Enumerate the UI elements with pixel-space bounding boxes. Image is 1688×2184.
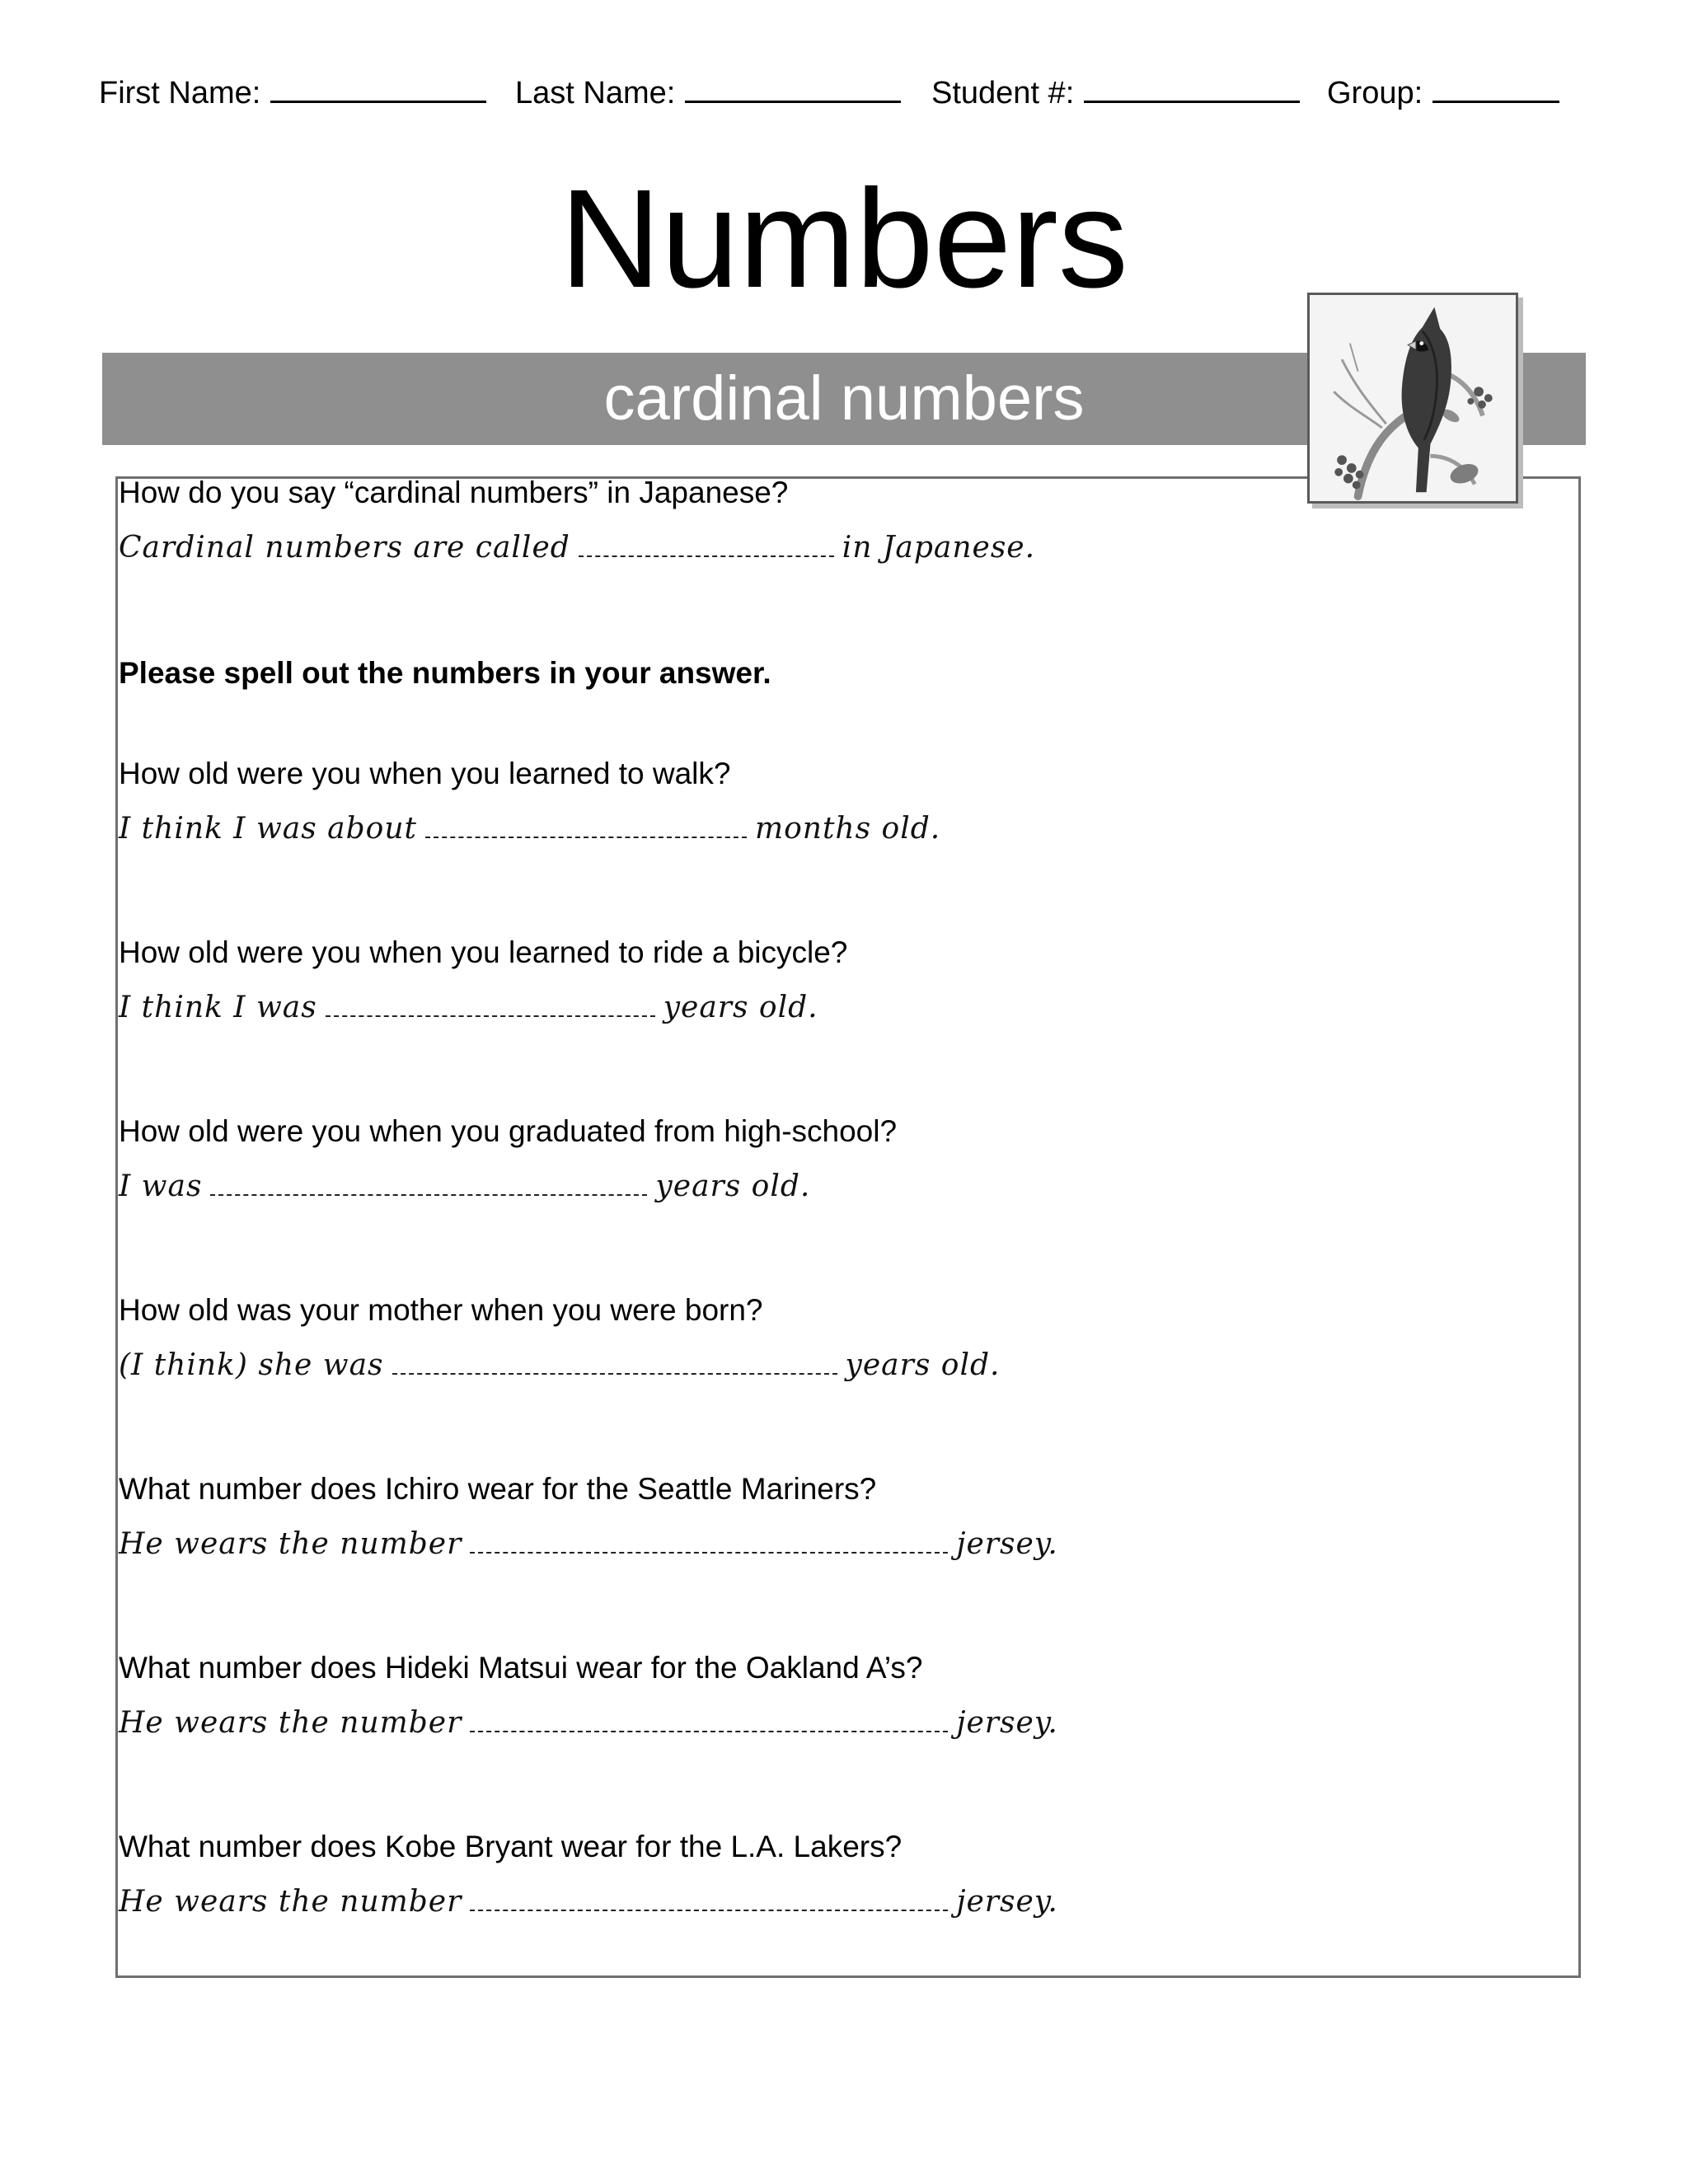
cardinal-bird-icon <box>1310 295 1516 501</box>
answer-prefix: He wears the number <box>119 1885 462 1919</box>
answer-blank[interactable] <box>470 1885 948 1911</box>
answer-prefix: (I think) she was <box>119 1348 384 1382</box>
cardinal-bird-illustration <box>1307 293 1518 504</box>
answer-ride-bicycle <box>119 991 818 1024</box>
answer-matsui-number <box>119 1706 1058 1740</box>
answer-prefix: Cardinal numbers are called <box>119 531 570 565</box>
answer-blank[interactable] <box>326 991 655 1017</box>
answer-mother-age <box>119 1348 1000 1382</box>
question-kobe-number: What number does Kobe Bryant wear for the L.A. Lakers? <box>119 1830 903 1863</box>
answer-blank[interactable] <box>579 531 834 557</box>
question-cardinal-japanese: How do you say “cardinal numbers” in Japanese? <box>119 476 789 509</box>
answer-cardinal-japanese <box>119 531 1035 565</box>
answer-blank[interactable] <box>470 1706 948 1732</box>
question-ichiro-number: What number does Ichiro wear for the Seattle Mariners? <box>119 1472 877 1506</box>
answer-blank[interactable] <box>392 1348 837 1375</box>
question-graduated-high-school: How old were you when you graduated from high-school? <box>119 1114 898 1148</box>
first-name-field[interactable] <box>99 71 486 111</box>
answer-suffix: years old. <box>663 991 818 1024</box>
worksheet-box <box>115 476 1581 1978</box>
answer-suffix: in Japanese. <box>842 531 1036 565</box>
answer-suffix: months old. <box>754 812 941 846</box>
student-number-label: Student #: <box>931 76 1075 110</box>
answer-suffix: jersey. <box>956 1527 1058 1561</box>
question-ride-bicycle: How old were you when you learned to ride a bicycle? <box>119 935 848 969</box>
student-number-blank[interactable] <box>1084 71 1300 103</box>
answer-ichiro-number <box>119 1527 1058 1561</box>
answer-blank[interactable] <box>425 812 747 838</box>
answer-suffix: years old. <box>655 1169 811 1203</box>
question-mother-age: How old was your mother when you were born? <box>119 1293 763 1327</box>
question-matsui-number: What number does Hideki Matsui wear for the Oakland A’s? <box>119 1651 923 1685</box>
answer-prefix: He wears the number <box>119 1527 462 1561</box>
answer-suffix: years old. <box>845 1348 1001 1382</box>
answer-learned-to-walk <box>119 812 940 846</box>
instruction-spell-out: Please spell out the numbers in your answer. <box>119 656 771 690</box>
last-name-field[interactable] <box>515 71 901 111</box>
page-title: Numbers <box>560 161 1128 317</box>
answer-prefix: I think I was <box>119 991 317 1024</box>
group-blank[interactable] <box>1432 71 1559 103</box>
answer-graduated-high-school <box>119 1169 810 1203</box>
group-label: Group: <box>1327 76 1423 110</box>
student-info-header <box>99 71 1591 120</box>
first-name-label: First Name: <box>99 76 261 110</box>
answer-prefix: I was <box>119 1169 203 1203</box>
answer-prefix: He wears the number <box>119 1706 462 1740</box>
answer-prefix: I think I was about <box>119 812 417 846</box>
section-banner-label: cardinal numbers <box>603 363 1085 434</box>
answer-kobe-number <box>119 1885 1058 1919</box>
first-name-blank[interactable] <box>270 71 486 103</box>
answer-suffix: jersey. <box>956 1885 1058 1919</box>
group-field[interactable] <box>1327 71 1559 111</box>
question-learned-to-walk: How old were you when you learned to walk? <box>119 757 731 790</box>
answer-blank[interactable] <box>470 1527 948 1554</box>
last-name-label: Last Name: <box>515 76 676 110</box>
answer-blank[interactable] <box>210 1169 647 1196</box>
last-name-blank[interactable] <box>685 71 901 103</box>
student-number-field[interactable] <box>931 71 1300 111</box>
answer-suffix: jersey. <box>956 1706 1058 1740</box>
